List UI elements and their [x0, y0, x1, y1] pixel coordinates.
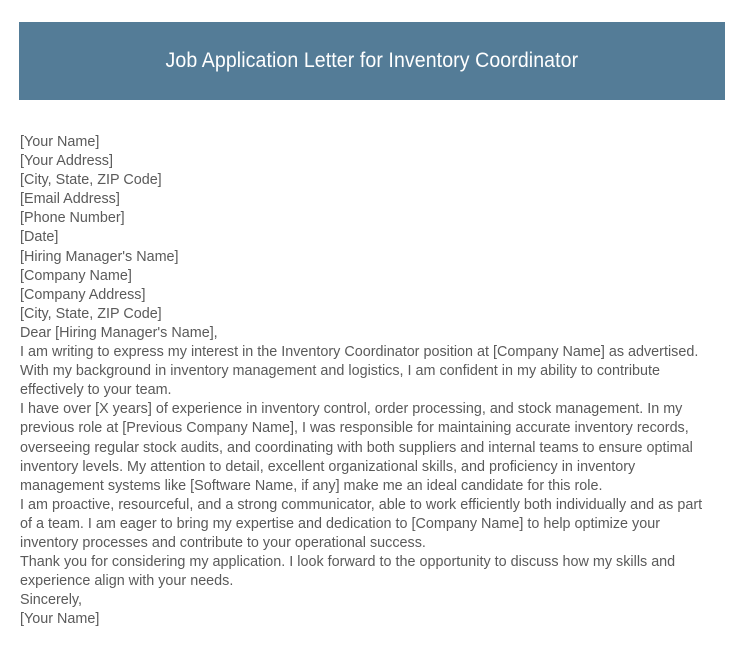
body-paragraph-3: I am proactive, resourceful, and a strong communicator, able to work efficiently both individually and as part of a team. I am eager to bring my expertise and dedication to [Company Name] to help optimize your inventory processes and contribute to your operational success.: [20, 496, 703, 551]
signature-name: [Your Name]: [20, 611, 100, 628]
closing-block: [20, 591, 722, 629]
recipient-address-block: [20, 248, 722, 324]
recipient-manager-line: [Hiring Manager's Name]: [20, 248, 179, 265]
sender-phone-line: [Phone Number]: [20, 210, 125, 227]
letter-body: [20, 133, 722, 629]
recipient-company-line: [Company Name]: [20, 267, 132, 284]
page-title: Job Application Letter for Inventory Coordinator: [165, 49, 579, 73]
recipient-city-state-zip-line: [City, State, ZIP Code]: [20, 305, 162, 322]
body-paragraph-2: I have over [X years] of experience in inventory control, order processing, and stock management. In my previous role at [Previous Company Name], I was responsible for maintaining accurate inventory records, overseeing regular stock audits, and coordinating with both suppliers and internal teams to ensure optimal inventory levels. My attention to detail, excellent organizational skills, and proficiency in inventory management systems like [Software Name, if any] make me an ideal candidate for this role.: [20, 401, 693, 494]
body-paragraph-1: I am writing to express my interest in the Inventory Coordinator position at [Company Name] as advertised. With my background in inventory management and logistics, I am confident in my ability to contribute effectively to your team.: [20, 344, 699, 399]
sender-city-state-zip-line: [City, State, ZIP Code]: [20, 172, 162, 189]
sender-address-line: [Your Address]: [20, 153, 113, 170]
sender-name-line: [Your Name]: [20, 134, 100, 150]
body-paragraph-4: Thank you for considering my application. I look forward to the opportunity to discuss how my skills and experience align with your needs.: [20, 554, 676, 590]
salutation: Dear [Hiring Manager's Name],: [20, 324, 218, 341]
letter-date-line: [Date]: [20, 229, 59, 246]
document-header-banner: [19, 22, 725, 100]
sender-address-block: [20, 133, 722, 248]
sender-email-line: [Email Address]: [20, 191, 120, 208]
recipient-company-address-line: [Company Address]: [20, 286, 146, 303]
closing-salutation: Sincerely,: [20, 592, 83, 609]
